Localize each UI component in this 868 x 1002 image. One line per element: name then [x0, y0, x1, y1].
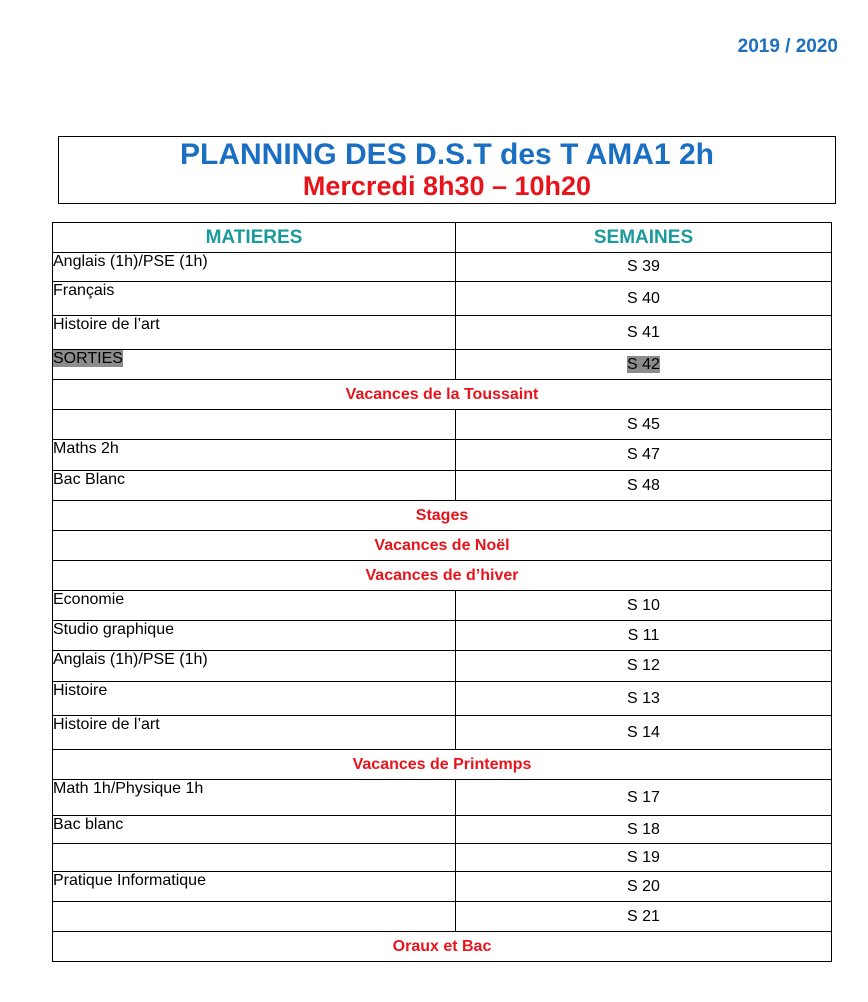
holiday-row	[53, 380, 832, 410]
schedule-time: Mercredi 8h30 – 10h20	[302, 171, 592, 201]
table-row	[53, 282, 832, 316]
header-semaines: SEMAINES	[456, 223, 832, 253]
table-row	[53, 316, 832, 350]
table-body	[53, 253, 832, 962]
school-year: 2019 / 2020	[737, 36, 838, 57]
semaine-cell	[456, 591, 832, 621]
matiere-text: Anglais (1h)/PSE (1h)	[53, 253, 208, 270]
page-title: PLANNING DES D.S.T des T AMA1 2h	[180, 138, 714, 171]
holiday-label: Vacances de la Toussaint	[53, 380, 832, 410]
semaine-text: S 39	[627, 258, 660, 275]
matiere-cell	[53, 902, 456, 932]
matiere-text: Pratique Informatique	[53, 872, 206, 889]
table-row	[53, 440, 832, 471]
semaine-cell	[456, 410, 832, 440]
matiere-cell	[53, 350, 456, 380]
semaine-cell	[456, 844, 832, 872]
semaine-text: S 12	[627, 657, 660, 674]
semaine-cell	[456, 816, 832, 844]
table-row	[53, 844, 832, 872]
matiere-cell	[53, 780, 456, 816]
matiere-text: Histoire de l’art	[53, 716, 160, 733]
matiere-text: Bac Blanc	[53, 471, 126, 488]
table-row	[53, 780, 832, 816]
holiday-label: Vacances de d’hiver	[53, 561, 832, 591]
semaine-cell	[456, 872, 832, 902]
semaine-cell	[456, 902, 832, 932]
holiday-row	[53, 561, 832, 591]
matiere-text: Anglais (1h)/PSE (1h)	[53, 651, 208, 668]
table-row	[53, 651, 832, 682]
matiere-cell	[53, 621, 456, 651]
title-box	[58, 136, 836, 204]
matiere-cell	[53, 591, 456, 621]
semaine-text: S 14	[627, 723, 660, 741]
matiere-cell	[53, 716, 456, 750]
semaine-cell	[456, 780, 832, 816]
holiday-row	[53, 750, 832, 780]
semaine-text: S 42	[627, 355, 660, 373]
planning-table	[52, 222, 832, 962]
semaine-cell	[456, 253, 832, 282]
matiere-cell	[53, 316, 456, 350]
semaine-text: S 21	[627, 907, 660, 925]
semaine-text: S 41	[627, 323, 660, 341]
matiere-cell	[53, 682, 456, 716]
semaine-cell	[456, 621, 832, 651]
semaine-cell	[456, 471, 832, 501]
semaine-text: S 48	[627, 476, 660, 494]
matiere-cell	[53, 440, 456, 471]
matiere-cell	[53, 844, 456, 872]
matiere-text: Bac blanc	[53, 816, 124, 833]
semaine-text: S 20	[627, 877, 660, 895]
holiday-row	[53, 531, 832, 561]
table-row	[53, 253, 832, 282]
holiday-label: Stages	[53, 501, 832, 531]
semaine-cell	[456, 282, 832, 316]
table-row	[53, 902, 832, 932]
table-row	[53, 621, 832, 651]
table-row	[53, 350, 832, 380]
semaine-text: S 18	[627, 820, 660, 838]
semaine-cell	[456, 682, 832, 716]
matiere-cell	[53, 816, 456, 844]
matiere-text: Maths 2h	[53, 440, 119, 457]
table-row	[53, 872, 832, 902]
semaine-text: S 19	[627, 848, 660, 866]
matiere-text: Français	[53, 282, 115, 299]
semaine-cell	[456, 316, 832, 350]
semaine-cell	[456, 440, 832, 471]
table-row	[53, 410, 832, 440]
matiere-text: Math 1h/Physique 1h	[53, 780, 204, 797]
semaine-cell	[456, 350, 832, 380]
table-row	[53, 816, 832, 844]
holiday-label: Vacances de Printemps	[53, 750, 832, 780]
semaine-cell	[456, 716, 832, 750]
table-header-row	[53, 223, 832, 253]
matiere-cell	[53, 253, 456, 282]
holiday-row	[53, 932, 832, 962]
header-matieres: MATIERES	[53, 223, 456, 253]
table-row	[53, 591, 832, 621]
matiere-cell	[53, 872, 456, 902]
semaine-text: S 45	[627, 415, 660, 433]
matiere-text: Studio graphique	[53, 621, 174, 638]
semaine-text: S 17	[627, 788, 660, 806]
table-row	[53, 471, 832, 501]
semaine-text: S 40	[627, 289, 660, 307]
matiere-cell	[53, 282, 456, 316]
holiday-label: Vacances de Noël	[53, 531, 832, 561]
matiere-text: SORTIES	[53, 350, 123, 367]
table-row	[53, 716, 832, 750]
holiday-row	[53, 501, 832, 531]
matiere-cell	[53, 471, 456, 501]
matiere-text: Histoire	[53, 682, 108, 699]
table-row	[53, 682, 832, 716]
semaine-cell	[456, 651, 832, 682]
matiere-text: Economie	[53, 591, 125, 608]
matiere-text: Histoire de l’art	[53, 316, 160, 333]
semaine-text: S 13	[627, 689, 660, 707]
semaine-text: S 10	[627, 596, 660, 614]
semaine-text: S 11	[627, 626, 660, 644]
semaine-text: S 47	[627, 446, 660, 463]
matiere-cell	[53, 651, 456, 682]
holiday-label: Oraux et Bac	[53, 932, 832, 962]
matiere-cell	[53, 410, 456, 440]
